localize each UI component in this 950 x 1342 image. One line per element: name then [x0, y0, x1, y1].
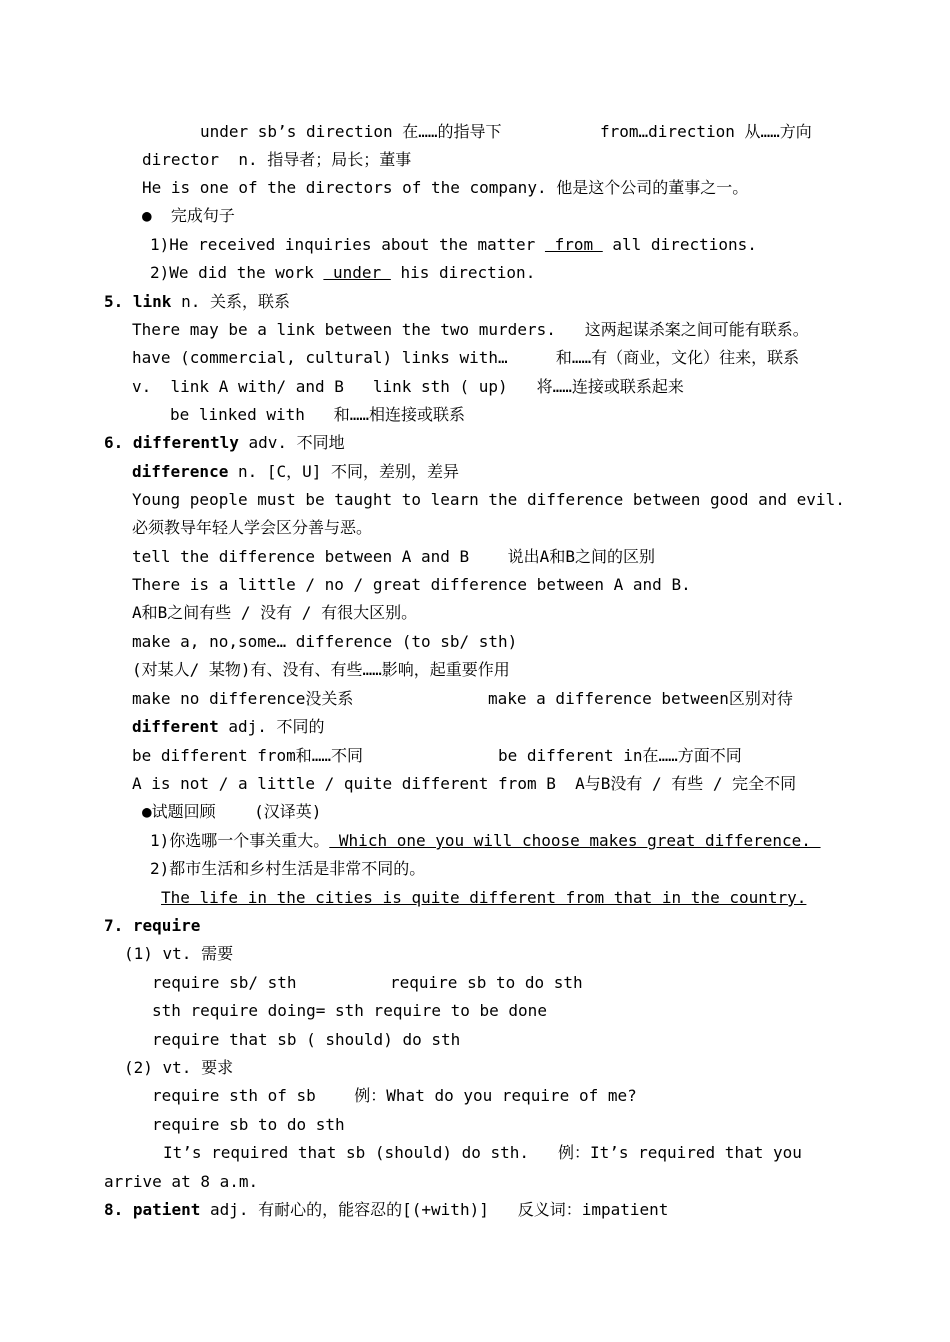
- text-line: It’s required that sb (should) do sth. 例：It’s required that you: [163, 1143, 802, 1162]
- entry-number: 8.: [104, 1200, 124, 1219]
- exercise-heading: [142, 802, 321, 822]
- question-text: all directions.: [602, 235, 757, 254]
- entry-heading: [104, 1200, 668, 1220]
- text-line: require sb/ sth: [152, 973, 297, 992]
- entry-definition: n. [C，U] 不同，差别，差异: [228, 462, 460, 481]
- entry-word: link: [132, 292, 172, 311]
- answer-blank: under: [323, 263, 391, 282]
- text-line: be different from和……不同: [132, 746, 364, 765]
- exercise-heading-label: 试题回顾 (汉译英): [151, 802, 322, 821]
- text-line: be linked with 和……相连接或联系: [170, 405, 466, 424]
- text-line: A和B之间有些 / 没有 / 有很大区别。: [132, 603, 418, 622]
- sub-entry: [132, 462, 459, 482]
- bullet-icon: ●: [142, 802, 152, 821]
- text-line: (2) vt. 要求: [124, 1058, 234, 1077]
- exercise-item: [150, 831, 821, 851]
- text-line: director n. 指导者；局长；董事: [142, 150, 412, 169]
- text-line: There is a little / no / great difference between A and B.: [132, 575, 691, 594]
- text-line: require sb to do sth: [390, 973, 583, 992]
- entry-definition: adj. 有耐心的，能容忍的[(+with)] 反义词：impatient: [200, 1200, 669, 1219]
- entry-number: 5.: [104, 292, 124, 311]
- question-text: 1)你选哪一个事关重大。: [150, 831, 330, 850]
- text-line: make no difference没关系: [132, 689, 354, 708]
- text-line: tell the difference between A and B 说出A和B之间的区别: [132, 547, 655, 566]
- text-line: There may be a link between the two murders. 这两起谋杀案之间可能有联系。: [132, 320, 809, 339]
- entry-heading: [104, 292, 290, 312]
- text-line: sth require doing= sth require to be done: [152, 1001, 547, 1020]
- sub-entry: [132, 717, 325, 737]
- entry-word: patient: [132, 1200, 201, 1219]
- text-line: under sb’s direction 在……的指导下: [200, 122, 502, 141]
- entry-number: 7.: [104, 916, 124, 935]
- text-line: make a, no,some… difference (to sb/ sth): [132, 632, 518, 651]
- text-line: require sth of sb 例：What do you require of me?: [152, 1086, 637, 1105]
- answer-blank: from: [544, 235, 603, 254]
- text-line: (对某人/ 某物)有、没有、有些……影响，起重要作用: [132, 660, 510, 679]
- entry-word: difference: [132, 462, 229, 481]
- question-text: 1)He received inquiries about the matter: [150, 235, 545, 254]
- bullet-icon: ●: [142, 206, 152, 225]
- entry-definition: n. 关系，联系: [171, 292, 290, 311]
- text-line: v. link A with/ and B link sth ( up) 将……连接或联系起来: [132, 377, 684, 396]
- text-line: make a difference between区别对待: [488, 689, 793, 708]
- text-line: from…direction 从……方向: [600, 122, 812, 141]
- exercise-heading: [142, 206, 235, 226]
- text-line: require that sb ( should) do sth: [152, 1030, 461, 1049]
- entry-word: different: [132, 717, 219, 736]
- text-line: A is not / a little / quite different from B A与B没有 / 有些 / 完全不同: [132, 774, 797, 793]
- answer-text: Which one you will choose makes great difference.: [329, 831, 821, 850]
- entry-heading: [104, 916, 200, 936]
- entry-word: require: [132, 916, 201, 935]
- text-line: He is one of the directors of the company. 他是这个公司的董事之一。: [142, 178, 749, 197]
- entry-definition: adv. 不同地: [238, 433, 345, 452]
- text-line: require sb to do sth: [152, 1115, 345, 1134]
- text-line: (1) vt. 需要: [124, 944, 234, 963]
- exercise-item: 2)都市生活和乡村生活是非常不同的。: [150, 859, 426, 878]
- exercise-item: [150, 235, 757, 255]
- text-line: Young people must be taught to learn the difference between good and evil.: [132, 490, 845, 509]
- text-line: 必须教导年轻人学会区分善与恶。: [132, 518, 373, 537]
- exercise-item: [150, 263, 535, 283]
- answer-text: The life in the cities is quite different from that in the country.: [161, 888, 807, 907]
- text-line: arrive at 8 a.m.: [104, 1172, 259, 1191]
- entry-definition: adj. 不同的: [218, 717, 325, 736]
- question-text: 2)We did the work: [150, 263, 324, 282]
- question-text: his direction.: [390, 263, 536, 282]
- entry-number: 6.: [104, 433, 124, 452]
- text-line: have (commercial, cultural) links with… 和……有（商业，文化）往来，联系: [132, 348, 800, 367]
- entry-word: differently: [132, 433, 239, 452]
- entry-heading: [104, 433, 345, 453]
- exercise-heading-label: 完成句子: [170, 206, 235, 225]
- text-line: be different in在……方面不同: [498, 746, 742, 765]
